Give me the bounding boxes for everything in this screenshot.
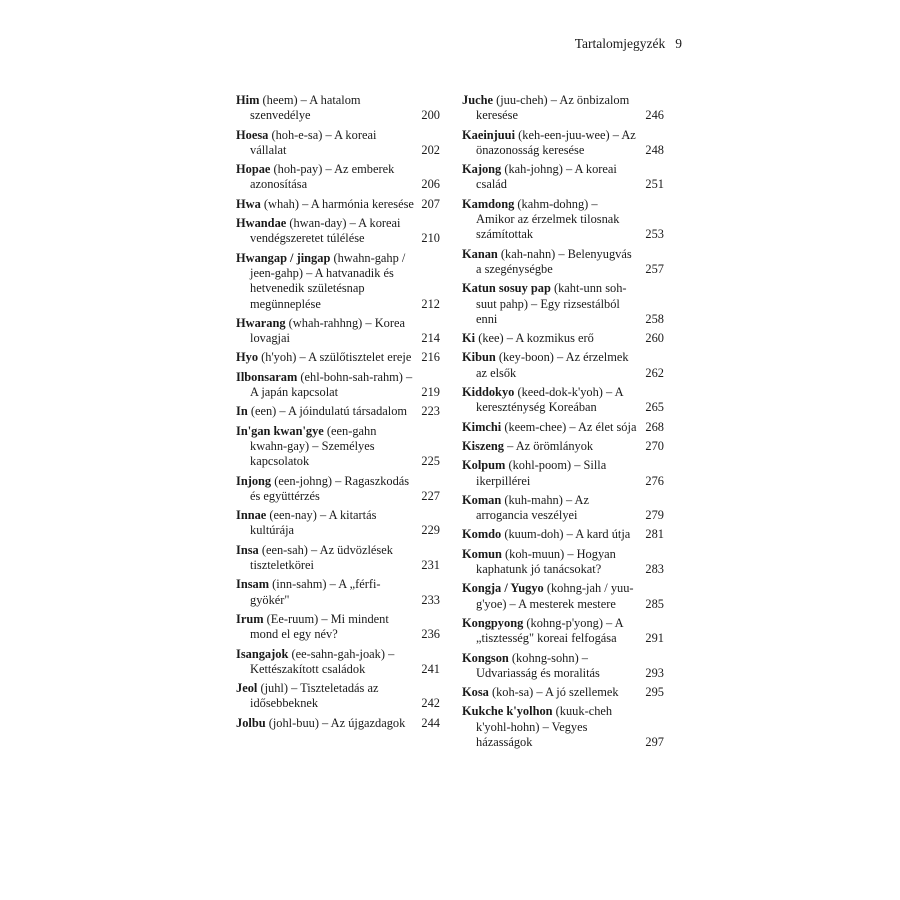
toc-entry-term: Hoesa [236, 127, 269, 142]
toc-entry-description: (whah-rahhng) – Korea lovagjai [250, 315, 405, 346]
toc-entry-description: (keem-chee) – Az élet sója [501, 419, 637, 434]
toc-entry-description: (ehl-bohn-sah-rahm) – A japán kapcsolat [250, 369, 413, 400]
header-page-number: 9 [675, 36, 682, 51]
toc-entry [462, 247, 664, 278]
toc-entry-description: (kah-johng) – A koreai család [476, 162, 617, 192]
toc-entry [236, 577, 440, 608]
toc-entry [236, 543, 440, 574]
toc-entry-page-number: 270 [645, 438, 664, 453]
toc-entry-term: Him [236, 93, 260, 107]
toc-entry [462, 197, 664, 243]
toc-entry-term: Kiszeng [462, 438, 504, 453]
toc-entry-page-number: 258 [645, 311, 664, 326]
toc-entry-description: (h'yoh) – A szülőtisztelet ereje [258, 350, 412, 365]
toc-entry-page-number: 257 [645, 261, 664, 276]
toc-entry-term: Isangajok [236, 646, 289, 661]
toc-entry [462, 281, 664, 327]
toc-entry-description: (een-gahn kwahn-gay) – Személyes kapcsolatok [250, 423, 377, 469]
toc-entry-term: Irum [236, 611, 264, 626]
toc-entry [236, 162, 440, 193]
header-title: Tartalomjegyzék [574, 36, 666, 51]
toc-entry-description: (heem) – A hatalom szenvedélye [250, 93, 361, 123]
toc-entry-description: (hwahn-gahp / jeen-gahp) – A hatvanadik és hetvenedik születésnap megünneplése [250, 250, 406, 311]
toc-entry-page-number: 268 [645, 419, 664, 434]
toc-entry-description: (kuh-mahn) – Az arrogancia veszélyei [476, 492, 589, 523]
toc-entry-term: Kanan [462, 246, 498, 261]
toc-entry [236, 508, 440, 539]
toc-entry-description: (kohng-jah / yuu-g'yoe) – A mesterek mestere [476, 581, 634, 611]
toc-entry [462, 439, 664, 454]
toc-entry-page-number: 241 [421, 661, 440, 676]
toc-entry-term: Insam [236, 577, 270, 592]
toc-entry [462, 581, 664, 612]
toc-entry [462, 162, 664, 193]
toc-entry-description: (koh-sa) – A jó szellemek [488, 685, 619, 700]
toc-entry-page-number: 227 [421, 488, 440, 503]
toc-entry [236, 681, 440, 712]
toc-entry [236, 370, 440, 401]
toc-entry-page-number: 202 [421, 142, 440, 157]
toc-entry-page-number: 295 [645, 685, 664, 700]
toc-left-column [236, 93, 440, 735]
toc-entry [236, 251, 440, 312]
toc-entry-term: Juche [462, 93, 493, 107]
toc-entry [462, 385, 664, 416]
toc-entry-description: (kah-nahn) – Belenyugvás a szegénységbe [476, 246, 632, 276]
toc-entry-page-number: 253 [645, 227, 664, 242]
toc-entry [462, 458, 664, 489]
toc-entry-term: Kukche k'yolhon [462, 704, 553, 719]
toc-entry [462, 493, 664, 524]
toc-entry-term: Injong [236, 473, 272, 488]
toc-entry-term: Ki [462, 331, 476, 346]
toc-entry-page-number: 200 [421, 108, 440, 123]
toc-entry-description: (kuuk-cheh k'yohl-hohn) – Vegyes házasságok [476, 704, 613, 749]
toc-entry-page-number: 260 [645, 331, 664, 346]
toc-entry-page-number: 246 [645, 108, 664, 123]
toc-entry-term: Kaeinjuui [462, 127, 516, 142]
toc-entry-description: (kohng-p'yong) – A „tisztesség" koreai felfogása [476, 615, 623, 646]
toc-entry [236, 128, 440, 159]
toc-entry-term: Hopae [236, 162, 271, 177]
toc-entry-page-number: 219 [421, 385, 440, 400]
toc-entry-description: (kohl-poom) – Silla ikerpillérei [476, 458, 607, 488]
toc-entry-description: (inn-sahm) – A „férfi-gyökér" [250, 577, 381, 607]
toc-entry-page-number: 214 [421, 331, 440, 346]
toc-entry-page-number: 248 [645, 142, 664, 157]
toc-entry-term: Hwa [236, 196, 261, 211]
toc-entry-term: Komdo [462, 527, 502, 542]
toc-entry [462, 547, 664, 578]
toc-entry-term: Kongja / Yugyo [462, 581, 544, 596]
toc-entry [236, 424, 440, 470]
toc-entry-page-number: 244 [421, 715, 440, 730]
toc-entry [462, 651, 664, 682]
toc-entry [236, 612, 440, 643]
toc-entry-description: (juhl) – Tiszteletadás az idősebbeknek [250, 681, 379, 711]
toc-entry-term: Jolbu [236, 715, 266, 730]
toc-entry-page-number: 223 [421, 404, 440, 419]
toc-entry-page-number: 212 [421, 296, 440, 311]
toc-entry-page-number: 279 [645, 508, 664, 523]
toc-entry-description: (keh-een-juu-wee) – Az önazonosság keresése [476, 127, 636, 157]
toc-entry-term: Kiddokyo [462, 385, 515, 400]
toc-entry-description: (een-sah) – Az üdvözlések tiszteletkörei [250, 542, 393, 573]
toc-entry [236, 316, 440, 347]
toc-entry-page-number: 210 [421, 231, 440, 246]
toc-entry-page-number: 262 [645, 365, 664, 380]
toc-entry [236, 216, 440, 247]
toc-entry-description: – Az örömlányok [504, 438, 594, 453]
toc-entry-term: Insa [236, 542, 259, 557]
toc-entry-page-number: 242 [421, 696, 440, 711]
toc-entry-page-number: 236 [421, 627, 440, 642]
toc-entry-page-number: 207 [421, 196, 440, 211]
toc-entry-description: (een-johng) – Ragaszkodás és együttérzés [250, 473, 410, 503]
toc-entry [462, 527, 664, 542]
toc-entry-page-number: 231 [421, 558, 440, 573]
toc-entry-page-number: 281 [645, 527, 664, 542]
toc-entry-description: (keed-dok-k'yoh) – A kereszténység Koreában [476, 385, 623, 415]
toc-entry-term: Hwangap / jingap [236, 250, 331, 265]
toc-entry-description: (juu-cheh) – Az önbizalom keresése [476, 93, 630, 123]
toc-entry [462, 128, 664, 159]
toc-entry [462, 685, 664, 700]
toc-entry-description: (een-nay) – A kitartás kultúrája [250, 508, 377, 538]
toc-entry-page-number: 293 [645, 665, 664, 680]
toc-entry-description: (een) – A jóindulatú társadalom [247, 404, 408, 419]
toc-entry [236, 197, 440, 212]
running-header [460, 36, 682, 52]
toc-entry [462, 331, 664, 346]
toc-entry-description: (koh-muun) – Hogyan kaphatunk jó tanácsokat? [476, 546, 616, 577]
toc-entry [462, 420, 664, 435]
toc-entry-term: Hyo [236, 350, 259, 365]
toc-entry [236, 474, 440, 505]
toc-entry-description: (hoh-pay) – Az emberek azonosítása [250, 162, 395, 192]
toc-entry-page-number: 283 [645, 562, 664, 577]
toc-entry-term: In'gan kwan'gye [236, 423, 324, 438]
toc-entry-description: (hoh-e-sa) – A koreai vállalat [250, 127, 377, 157]
toc-entry [462, 616, 664, 647]
toc-entry [462, 704, 664, 750]
toc-entry-page-number: 225 [421, 454, 440, 469]
toc-entry-page-number: 206 [421, 177, 440, 192]
toc-entry-description: (kuum-doh) – A kard útja [501, 527, 631, 542]
toc-entry [236, 647, 440, 678]
toc-entry-description: (johl-buu) – Az újgazdagok [265, 715, 406, 730]
toc-entry-term: Kongson [462, 650, 509, 665]
toc-entry [236, 404, 440, 419]
toc-entry-term: Hwandae [236, 216, 287, 231]
toc-entry-term: Kibun [462, 350, 496, 365]
toc-entry-page-number: 216 [421, 350, 440, 365]
toc-entry-term: Kosa [462, 685, 489, 700]
toc-entry-description: (kohng-sohn) – Udvariasság és moralitás [476, 650, 600, 680]
toc-entry-description: (whah) – A harmónia keresése [260, 196, 414, 211]
toc-entry-page-number: 285 [645, 596, 664, 611]
toc-entry [236, 93, 440, 124]
toc-entry-term: Koman [462, 492, 502, 507]
toc-entry-page-number: 229 [421, 523, 440, 538]
toc-entry-page-number: 297 [645, 734, 664, 749]
toc-entry [236, 716, 440, 731]
toc-entry-page-number: 233 [421, 592, 440, 607]
toc-entry-term: Jeol [236, 681, 258, 696]
toc-entry-term: Hwarang [236, 315, 286, 330]
toc-entry-term: Kimchi [462, 419, 502, 434]
toc-entry-term: Kolpum [462, 458, 506, 473]
toc-entry-term: Ilbonsaram [236, 369, 298, 384]
toc-entry-description: (hwan-day) – A koreai vendégszeretet túlélése [250, 216, 401, 246]
toc-entry [462, 350, 664, 381]
toc-entry-term: Komun [462, 546, 502, 561]
toc-entry-description: (ee-sahn-gah-joak) – Kettészakított családok [250, 646, 395, 676]
toc-entry [236, 350, 440, 365]
toc-entry-term: Kamdong [462, 196, 515, 211]
toc-entry-description: (kaht-unn soh-suut pahp) – Egy rizsestálból enni [476, 281, 627, 326]
toc-entry-description: (kahm-dohng) – Amikor az érzelmek tilosnak számítottak [476, 196, 620, 242]
toc-entry-term: In [236, 404, 248, 419]
toc-entry-description: (kee) – A kozmikus erő [475, 331, 594, 346]
toc-entry [462, 93, 664, 124]
toc-entry-page-number: 251 [645, 177, 664, 192]
toc-entry-term: Innae [236, 508, 267, 523]
toc-entry-term: Kajong [462, 162, 502, 177]
toc-entry-description: (key-boon) – Az érzelmek az elsők [476, 350, 629, 380]
toc-entry-term: Katun sosuy pap [462, 281, 551, 296]
toc-entry-page-number: 276 [645, 473, 664, 488]
toc-right-column [462, 93, 664, 754]
toc-entry-page-number: 291 [645, 631, 664, 646]
toc-entry-term: Kongpyong [462, 615, 524, 630]
toc-entry-page-number: 265 [645, 400, 664, 415]
toc-entry-description: (Ee-ruum) – Mi mindent mond el egy név? [250, 611, 389, 642]
